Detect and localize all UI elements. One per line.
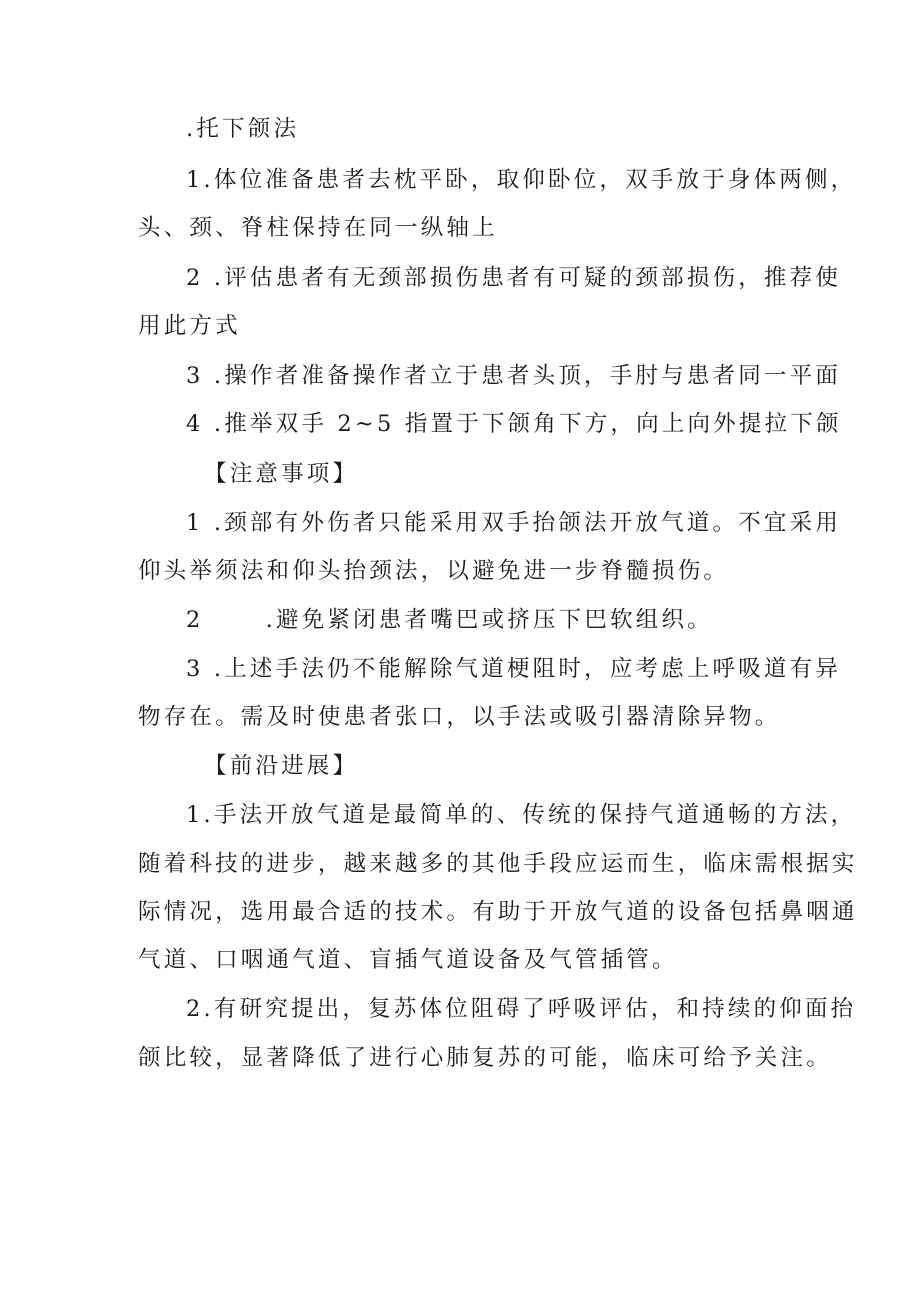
frontier-heading: 【前沿进展】 [204,753,359,779]
step-4-line-1: 4 .推举双手 2~5 指置于下颌角下方，向上向外提拉下颌 [186,411,842,437]
step-1-line-1: 1.体位准备患者去枕平卧，取仰卧位，双手放于身体两侧， [186,167,857,193]
step-2-line-2: 用此方式 [138,313,241,339]
note-3-line-2: 物存在。需及时使患者张口，以手法或吸引器清除异物。 [138,704,781,730]
frontier-1-line-2: 随着科技的进步，越来越多的其他手段应运而生，临床需根据实 [138,851,858,877]
frontier-2-line-2: 颌比较，显著降低了进行心肺复苏的可能，临床可给予关注。 [138,1045,832,1071]
step-1-line-2: 头、颈、脊柱保持在同一纵轴上 [138,215,498,241]
note-3-line-1: 3 .上述手法仍不能解除气道梗阻时，应考虑上呼吸道有异 [186,656,842,682]
note-2-line-1: 2 .避免紧闭患者嘴巴或挤压下巴软组织。 [186,607,713,633]
step-3-line-1: 3 .操作者准备操作者立于患者头顶，手肘与患者同一平面 [186,363,842,389]
frontier-2-line-1: 2.有研究提出，复苏体位阻碍了呼吸评估，和持续的仰面抬 [186,996,857,1022]
frontier-1-line-1: 1.手法开放气道是最简单的、传统的保持气道通畅的方法， [186,802,857,828]
note-1-line-2: 仰头举须法和仰头抬颈法，以避免进一步脊髓损伤。 [138,558,730,584]
note-1-line-1: 1 .颈部有外伤者只能采用双手抬颌法开放气道。不宜采用 [186,510,842,536]
section-title: .托下颌法 [186,116,300,142]
frontier-1-line-3: 际情况，选用最合适的技术。有助于开放气道的设备包括鼻咽通 [138,899,858,925]
notes-heading: 【注意事项】 [204,461,359,487]
frontier-1-line-4: 气道、口咽通气道、盲插气道设备及气管插管。 [138,947,678,973]
step-2-line-1: 2 .评估患者有无颈部损伤患者有可疑的颈部损伤，推荐使 [186,265,842,291]
